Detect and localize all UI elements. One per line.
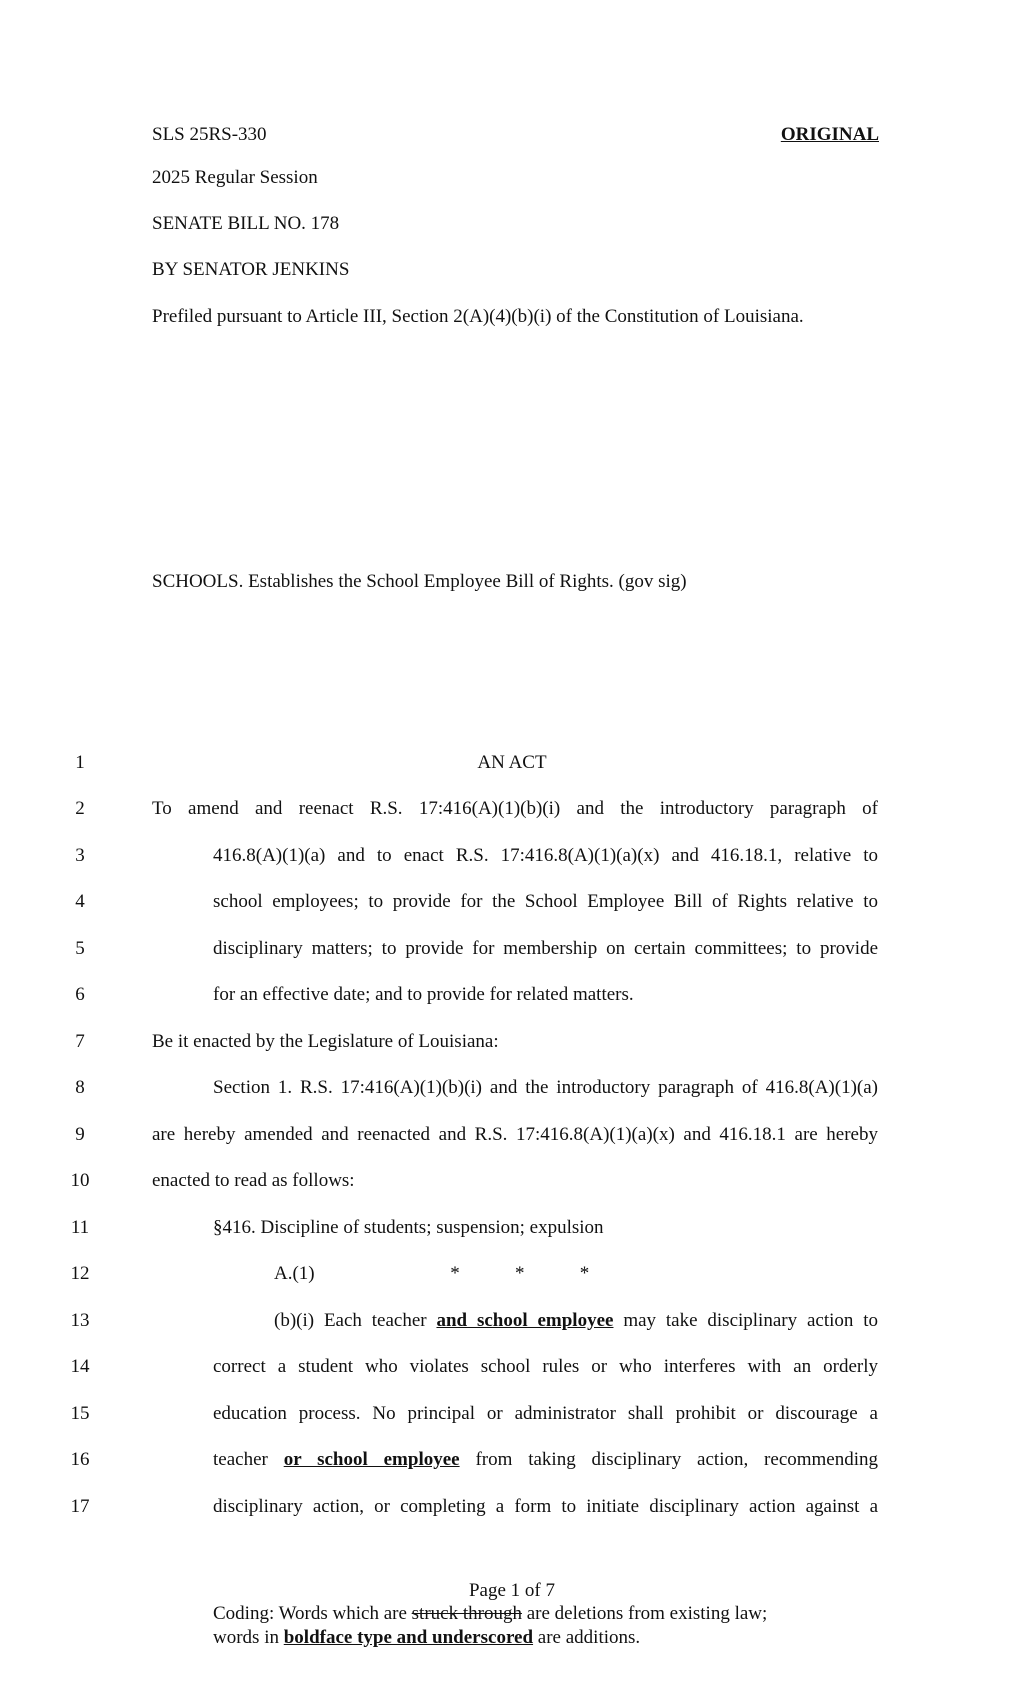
added-text: and school employee	[436, 1310, 614, 1331]
sls-number: SLS 25RS-330	[152, 124, 267, 145]
act-title: AN ACT	[477, 752, 547, 773]
text-run: (b)(i) Each teacher	[274, 1310, 427, 1331]
status-label: ORIGINAL	[780, 124, 879, 145]
body-line-6: for an effective date; and to provide for related matters.	[213, 984, 634, 1005]
line-number: 5	[75, 938, 85, 959]
body-line-16	[213, 1449, 878, 1471]
digest-line: SCHOOLS. Establishes the School Employee Bill of Rights. (gov sig)	[152, 571, 687, 592]
text-run: are additions.	[537, 1627, 641, 1648]
prefiled-note: Prefiled pursuant to Article III, Section 2(A)(4)(b)(i) of the Constitution of Louisiana.	[152, 306, 804, 327]
text-run: are deletions from existing law;	[526, 1603, 768, 1624]
body-line-13	[274, 1310, 878, 1332]
line-number: 16	[70, 1449, 90, 1470]
enacting-clause: Be it enacted by the Legislature of Louisiana:	[152, 1031, 499, 1052]
body-line-2: To amend and reenact R.S. 17:416(A)(1)(b)(i) and the introductory paragraph of	[152, 798, 878, 819]
coding-note-line-2	[213, 1627, 640, 1649]
body-line-10: enacted to read as follows:	[152, 1170, 355, 1191]
line-number: 10	[70, 1170, 90, 1191]
struck-text: struck through	[411, 1603, 522, 1624]
section-heading: §416. Discipline of students; suspension; expulsion	[213, 1217, 604, 1238]
body-line-14: correct a student who violates school rules or who interferes with an orderly	[213, 1356, 878, 1377]
body-line-9: are hereby amended and reenacted and R.S. 17:416.8(A)(1)(a)(x) and 416.18.1 are hereby	[152, 1124, 878, 1145]
line-number: 3	[75, 845, 85, 866]
body-line-3: 416.8(A)(1)(a) and to enact R.S. 17:416.8(A)(1)(a)(x) and 416.18.1, relative to	[213, 845, 878, 866]
body-line-17: disciplinary action, or completing a form to initiate disciplinary action against a	[213, 1496, 878, 1517]
omission-star: *	[515, 1263, 525, 1284]
line-number: 15	[70, 1403, 90, 1424]
coding-note-line-1	[213, 1603, 767, 1625]
line-number: 17	[70, 1496, 90, 1517]
added-text: or school employee	[283, 1449, 460, 1470]
line-number: 9	[75, 1124, 85, 1145]
omission-star: *	[579, 1263, 590, 1284]
line-number: 6	[75, 984, 85, 1005]
omission-stars	[425, 1263, 615, 1285]
added-text: boldface type and underscored	[283, 1627, 534, 1648]
body-line-8: Section 1. R.S. 17:416(A)(1)(b)(i) and the introductory paragraph of 416.8(A)(1)(a)	[213, 1077, 878, 1098]
body-line-15: education process. No principal or administrator shall prohibit or discourage a	[213, 1403, 878, 1424]
body-line-5: disciplinary matters; to provide for membership on certain committees; to provide	[213, 938, 878, 959]
body-line-4: school employees; to provide for the School Employee Bill of Rights relative to	[213, 891, 878, 912]
page-number: Page 1 of 7	[468, 1580, 555, 1601]
bill-author: BY SENATOR JENKINS	[152, 259, 350, 280]
line-number: 14	[70, 1356, 90, 1377]
line-number: 12	[70, 1263, 90, 1284]
bill-number: SENATE BILL NO. 178	[152, 213, 340, 234]
text-run: from taking disciplinary action, recommending	[475, 1449, 878, 1470]
text-run: may take disciplinary action to	[623, 1310, 878, 1331]
text-run: words in	[213, 1627, 279, 1648]
omission-star: *	[450, 1263, 460, 1284]
line-number: 2	[75, 798, 85, 819]
line-number: 1	[75, 752, 85, 773]
text-run: teacher	[213, 1449, 268, 1470]
session-title: 2025 Regular Session	[152, 167, 318, 188]
subsection-label: A.(1)	[274, 1263, 315, 1284]
line-number: 11	[70, 1217, 90, 1238]
text-run: Coding: Words which are	[213, 1603, 407, 1624]
line-number: 8	[75, 1077, 85, 1098]
line-number: 4	[75, 891, 85, 912]
line-number: 7	[75, 1031, 85, 1052]
line-number: 13	[70, 1310, 90, 1331]
